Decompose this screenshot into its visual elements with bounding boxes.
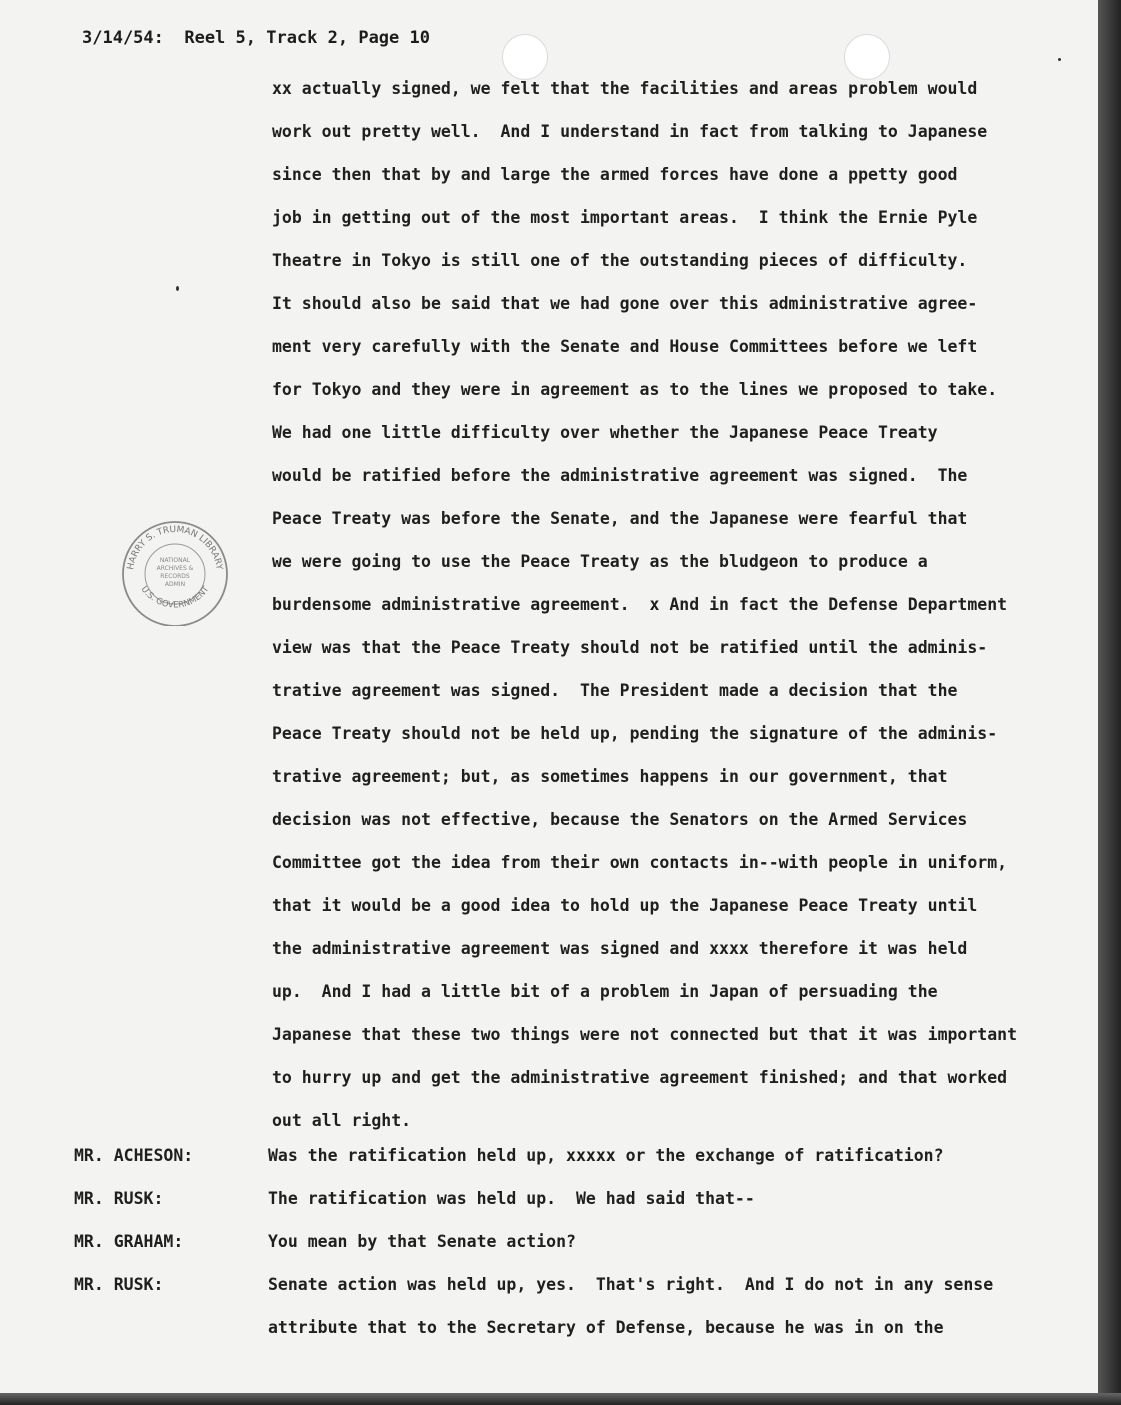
- body-line: out all right.: [272, 1111, 412, 1130]
- continuation-line: attribute that to the Secretary of Defense, because he was in on the: [268, 1318, 944, 1337]
- stamp-bottom-text: U.S. GOVERNMENT: [138, 584, 212, 611]
- body-line: that it would be a good idea to hold up the Japanese Peace Treaty until: [272, 896, 978, 915]
- body-line: trative agreement was signed. The President made a decision that the: [272, 681, 958, 700]
- body-line: work out pretty well. And I understand in fact from talking to Japanese: [272, 122, 988, 141]
- body-line: ment very carefully with the Senate and House Committees before we left: [272, 337, 978, 356]
- paper-speck: [1058, 58, 1061, 61]
- body-line: Peace Treaty should not be held up, pending the signature of the adminis-: [272, 724, 998, 743]
- speech-text: You mean by that Senate action?: [268, 1232, 576, 1251]
- page-header: 3/14/54: Reel 5, Track 2, Page 10: [82, 28, 430, 48]
- transcript-body: [272, 67, 1072, 1142]
- body-line: would be ratified before the administrative agreement was signed. The: [272, 466, 968, 485]
- body-line: up. And I had a little bit of a problem in Japan of persuading the: [272, 982, 938, 1001]
- body-line: Committee got the idea from their own contacts in--with people in uniform,: [272, 853, 1008, 872]
- speech-text: Senate action was held up, yes. That's right. And I do not in any sense: [268, 1275, 994, 1294]
- body-line: to hurry up and get the administrative agreement finished; and that worked: [272, 1068, 1008, 1087]
- stamp-center-text: NATIONAL: [159, 557, 191, 564]
- body-line: trative agreement; but, as sometimes happens in our government, that: [272, 767, 948, 786]
- dialogue-row: [74, 1220, 1074, 1263]
- body-line: job in getting out of the most important areas. I think the Ernie Pyle: [272, 208, 978, 227]
- body-line: view was that the Peace Treaty should not be ratified until the adminis-: [272, 638, 988, 657]
- body-line: xx actually signed, we felt that the facilities and areas problem would: [272, 79, 978, 98]
- scan-edge-right: [1098, 0, 1121, 1405]
- stamp-center-text: ADMIN: [164, 581, 186, 588]
- speaker-label: MR. RUSK:: [74, 1275, 164, 1294]
- body-line: the administrative agreement was signed and xxxx therefore it was held: [272, 939, 968, 958]
- speech-text: The ratification was held up. We had said that--: [268, 1189, 755, 1208]
- stamp-top-text: HARRY S. TRUMAN LIBRARY: [126, 524, 224, 571]
- archive-stamp: [115, 518, 235, 626]
- body-line: We had one little difficulty over whether the Japanese Peace Treaty: [272, 423, 938, 442]
- body-line: decision was not effective, because the Senators on the Armed Services: [272, 810, 968, 829]
- body-line: burdensome administrative agreement. x And in fact the Defense Department: [272, 595, 1008, 614]
- dialogue-row: [74, 1263, 1074, 1306]
- body-line: Theatre in Tokyo is still one of the outstanding pieces of difficulty.: [272, 251, 968, 270]
- dialogue-block: [74, 1134, 1074, 1306]
- dialogue-row: [74, 1177, 1074, 1220]
- body-line: It should also be said that we had gone over this administrative agree-: [272, 294, 978, 313]
- speaker-label: MR. RUSK:: [74, 1189, 164, 1208]
- speaker-label: MR. GRAHAM:: [74, 1232, 184, 1251]
- paper-speck: [176, 286, 179, 291]
- speech-text: Was the ratification held up, xxxxx or the exchange of ratification?: [268, 1146, 944, 1165]
- body-line: since then that by and large the armed forces have done a ppetty good: [272, 165, 958, 184]
- stamp-center-text: ARCHIVES &: [156, 565, 194, 572]
- body-line: we were going to use the Peace Treaty as the bludgeon to produce a: [272, 552, 928, 571]
- speaker-label: MR. ACHESON:: [74, 1146, 194, 1165]
- body-line: Peace Treaty was before the Senate, and the Japanese were fearful that: [272, 509, 968, 528]
- stamp-center-text: RECORDS: [160, 573, 190, 580]
- scan-edge-bottom: [0, 1393, 1121, 1405]
- body-line: Japanese that these two things were not connected but that it was important: [272, 1025, 1018, 1044]
- dialogue-row: [74, 1134, 1074, 1177]
- body-line: for Tokyo and they were in agreement as to the lines we proposed to take.: [272, 380, 998, 399]
